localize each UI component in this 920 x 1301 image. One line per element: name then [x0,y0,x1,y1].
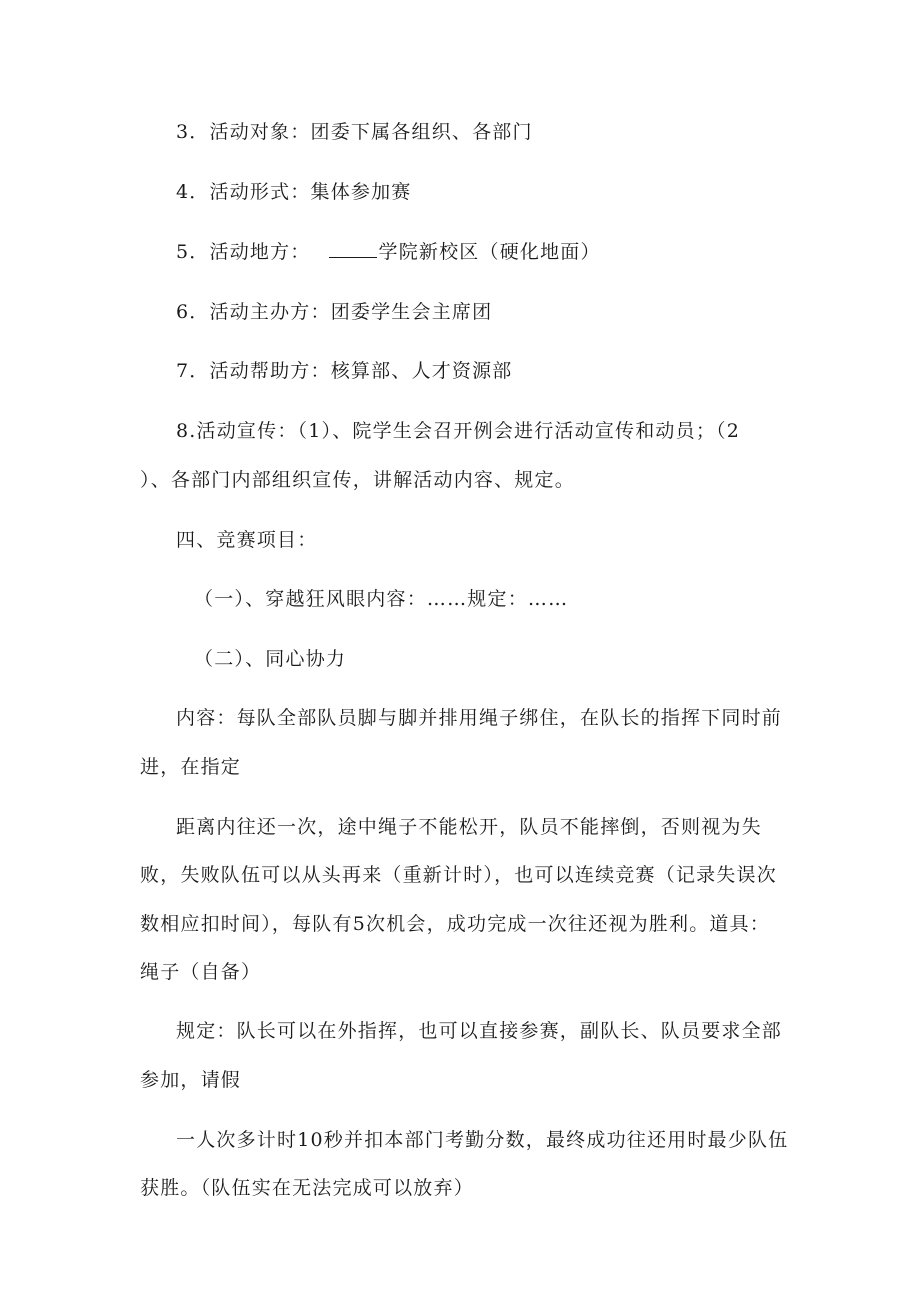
event-two-content-line-1: 内容：每队全部队员脚与脚并排用绳子绑住，在队长的指挥下同时前 [176,707,783,729]
activity-target-line: 3．活动对象：团委下属各组织、各部门 [176,121,533,143]
activity-support-line: 7．活动帮助方：核算部、人才资源部 [176,360,513,382]
event-two-rules-line-1: 规定：队长可以在外指挥，也可以直接参赛，副队长、队员要求全部 [176,1020,783,1042]
event-two-penalty-line-2: 获胜。（队伍实在无法完成可以放弃） [140,1177,474,1199]
activity-promotion-continuation: ）、各部门内部组织宣传，讲解活动内容、规定。 [140,469,575,491]
event-two-penalty-line-1: 一人次多计时10秒并扣本部门考勤分数，最终成功往还用时最少队伍 [176,1129,789,1151]
activity-form-line: 4．活动形式：集体参加赛 [176,181,412,203]
activity-location-value: 学院新校区（硬化地面） [378,241,601,263]
activity-promotion-line: 8.活动宣传：（1）、院学生会召开例会进行活动宣传和动员；（2 [176,420,741,442]
activity-organizer-line: 6．活动主办方：团委学生会主席团 [176,301,493,323]
event-one-line: （一）、穿越狂风眼内容：……规定：…… [194,588,569,610]
section-heading-competition: 四、竞赛项目： [176,529,318,551]
event-two-title: （二）、同心协力 [194,648,347,670]
event-two-distance-line-2: 败，失败队伍可以从头再来（重新计时），也可以连续竞赛（记录失误次 [140,864,777,886]
event-two-distance-line-3: 数相应扣时间），每队有5次机会，成功完成一次往还视为胜利。道具： [140,913,770,935]
event-two-distance-line-1: 距离内往还一次，途中绳子不能松开，队员不能摔倒，否则视为失 [176,816,762,838]
activity-location-line [176,240,601,264]
activity-location-label: 5．活动地方： [176,241,311,263]
event-two-content-line-2: 进，在指定 [140,756,242,778]
event-two-tools-line: 绳子（自备） [140,961,262,983]
event-two-rules-line-2: 参加，请假 [140,1069,242,1091]
location-blank-underline [329,240,377,258]
